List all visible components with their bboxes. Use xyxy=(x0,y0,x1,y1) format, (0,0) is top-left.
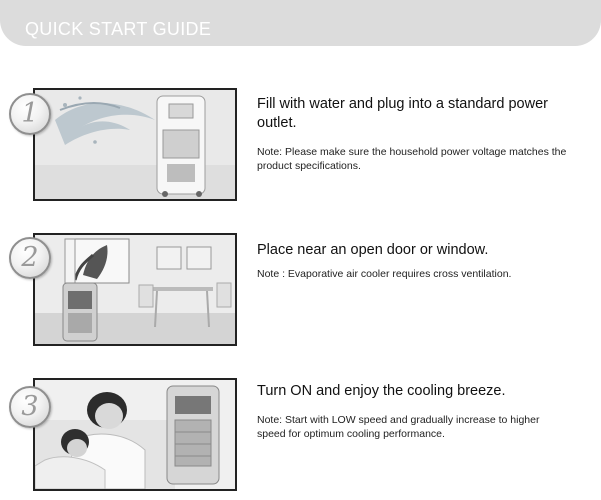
step-number-badge: 2 xyxy=(9,237,51,279)
step-2-note: Note : Evaporative air cooler requires cross ventilation. xyxy=(257,268,512,280)
step-1-headline: Fill with water and plug into a standard power outlet. xyxy=(257,96,548,131)
step-number-badge: 3 xyxy=(9,386,51,428)
step-3-headline: Turn ON and enjoy the cooling breeze. xyxy=(257,383,506,399)
step-number-badge: 1 xyxy=(9,93,51,135)
step-3-photo xyxy=(33,378,237,491)
step-2-headline: Place near an open door or window. xyxy=(257,242,489,258)
step-1-note: Note: Please make sure the household power voltage matches the product specifications. xyxy=(257,146,567,172)
header-banner xyxy=(0,0,601,46)
step-3-note: Note: Start with LOW speed and gradually increase to higher speed for optimum cooling performance. xyxy=(257,414,540,440)
step-2-photo xyxy=(33,233,237,346)
step-1-photo xyxy=(33,88,237,201)
page-title: QUICK START GUIDE xyxy=(25,19,212,39)
